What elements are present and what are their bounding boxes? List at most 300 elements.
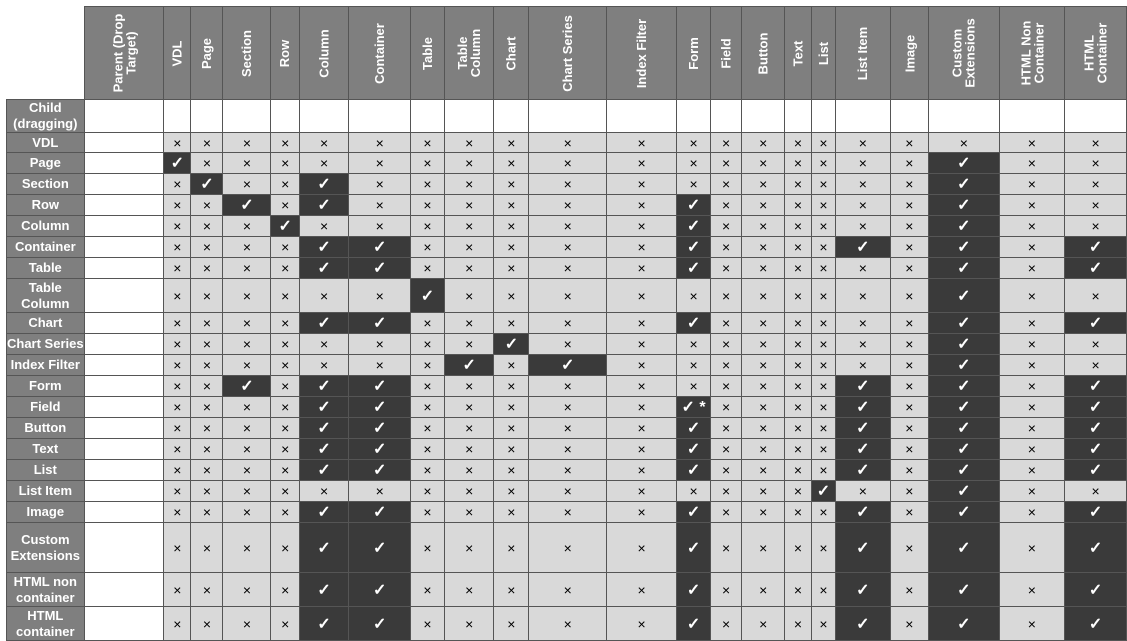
- spacer-cell: [411, 100, 445, 133]
- row-header-row: Row: [7, 195, 85, 216]
- allowed-check-icon: ✓: [836, 502, 890, 523]
- allowed-check-icon: ✓: [836, 418, 890, 439]
- parent-column-blank: [84, 279, 164, 313]
- allowed-check-icon: ✓: [223, 376, 271, 397]
- parent-column-blank: [84, 460, 164, 481]
- not-allowed-x-icon: ×: [999, 355, 1065, 376]
- not-allowed-x-icon: ×: [349, 279, 411, 313]
- not-allowed-x-icon: ×: [710, 607, 741, 641]
- spacer-cell: [271, 100, 299, 133]
- not-allowed-x-icon: ×: [999, 481, 1065, 502]
- column-header-column: [299, 7, 348, 100]
- spacer-cell: [710, 100, 741, 133]
- not-allowed-x-icon: ×: [811, 153, 835, 174]
- row-header-table: Table: [7, 258, 85, 279]
- parent-column-blank: [84, 237, 164, 258]
- not-allowed-x-icon: ×: [164, 481, 191, 502]
- not-allowed-x-icon: ×: [606, 355, 676, 376]
- not-allowed-x-icon: ×: [271, 313, 299, 334]
- not-allowed-x-icon: ×: [223, 153, 271, 174]
- header-row: [7, 7, 1127, 100]
- not-allowed-x-icon: ×: [223, 481, 271, 502]
- column-header-row: [271, 7, 299, 100]
- not-allowed-x-icon: ×: [445, 216, 494, 237]
- not-allowed-x-icon: ×: [529, 502, 607, 523]
- not-allowed-x-icon: ×: [890, 174, 929, 195]
- allowed-check-icon: ✓: [929, 397, 999, 418]
- table-row: [7, 418, 1127, 439]
- allowed-check-icon: ✓: [929, 279, 999, 313]
- not-allowed-x-icon: ×: [445, 523, 494, 573]
- table-row: [7, 174, 1127, 195]
- not-allowed-x-icon: ×: [785, 573, 812, 607]
- column-header-parent-drop-target: [84, 7, 164, 100]
- column-header-table-column: [445, 7, 494, 100]
- allowed-check-icon: ✓: [1065, 439, 1127, 460]
- not-allowed-x-icon: ×: [890, 439, 929, 460]
- not-allowed-x-icon: ×: [890, 153, 929, 174]
- row-header-custom-extensions: Custom Extensions: [7, 523, 85, 573]
- not-allowed-x-icon: ×: [999, 607, 1065, 641]
- not-allowed-x-icon: ×: [999, 573, 1065, 607]
- not-allowed-x-icon: ×: [836, 216, 890, 237]
- parent-column-blank: [84, 573, 164, 607]
- spacer-cell: [929, 100, 999, 133]
- not-allowed-x-icon: ×: [890, 376, 929, 397]
- not-allowed-x-icon: ×: [811, 376, 835, 397]
- not-allowed-x-icon: ×: [999, 153, 1065, 174]
- not-allowed-x-icon: ×: [271, 279, 299, 313]
- not-allowed-x-icon: ×: [411, 523, 445, 573]
- not-allowed-x-icon: ×: [411, 573, 445, 607]
- allowed-check-icon: ✓: [1065, 502, 1127, 523]
- not-allowed-x-icon: ×: [445, 607, 494, 641]
- not-allowed-x-icon: ×: [494, 279, 529, 313]
- allowed-check-icon: ✓: [1065, 460, 1127, 481]
- not-allowed-x-icon: ×: [164, 313, 191, 334]
- row-header-section: Section: [7, 174, 85, 195]
- not-allowed-x-icon: ×: [349, 481, 411, 502]
- not-allowed-x-icon: ×: [445, 376, 494, 397]
- parent-column-blank: [84, 523, 164, 573]
- allowed-check-icon: ✓: [1065, 376, 1127, 397]
- not-allowed-x-icon: ×: [164, 607, 191, 641]
- not-allowed-x-icon: ×: [494, 237, 529, 258]
- not-allowed-x-icon: ×: [411, 607, 445, 641]
- not-allowed-x-icon: ×: [191, 237, 223, 258]
- not-allowed-x-icon: ×: [710, 502, 741, 523]
- not-allowed-x-icon: ×: [606, 418, 676, 439]
- not-allowed-x-icon: ×: [677, 279, 711, 313]
- not-allowed-x-icon: ×: [742, 153, 785, 174]
- column-header-button: [742, 7, 785, 100]
- not-allowed-x-icon: ×: [710, 481, 741, 502]
- allowed-check-icon: ✓: [349, 397, 411, 418]
- corner-blank: [7, 7, 85, 100]
- not-allowed-x-icon: ×: [742, 376, 785, 397]
- allowed-check-icon: ✓: [1065, 418, 1127, 439]
- not-allowed-x-icon: ×: [191, 153, 223, 174]
- row-header-chart-series: Chart Series: [7, 334, 85, 355]
- allowed-check-icon: ✓: [929, 334, 999, 355]
- allowed-check-icon: ✓: [349, 439, 411, 460]
- not-allowed-x-icon: ×: [742, 418, 785, 439]
- not-allowed-x-icon: ×: [1065, 195, 1127, 216]
- not-allowed-x-icon: ×: [742, 573, 785, 607]
- not-allowed-x-icon: ×: [999, 502, 1065, 523]
- column-header-label: Form: [686, 36, 702, 70]
- not-allowed-x-icon: ×: [411, 153, 445, 174]
- not-allowed-x-icon: ×: [742, 355, 785, 376]
- not-allowed-x-icon: ×: [223, 573, 271, 607]
- not-allowed-x-icon: ×: [606, 460, 676, 481]
- not-allowed-x-icon: ×: [271, 502, 299, 523]
- not-allowed-x-icon: ×: [164, 397, 191, 418]
- not-allowed-x-icon: ×: [411, 397, 445, 418]
- not-allowed-x-icon: ×: [1065, 174, 1127, 195]
- allowed-check-icon: ✓: [836, 397, 890, 418]
- allowed-check-icon: ✓: [1065, 523, 1127, 573]
- row-header-container: Container: [7, 237, 85, 258]
- not-allowed-x-icon: ×: [836, 195, 890, 216]
- not-allowed-x-icon: ×: [742, 258, 785, 279]
- row-header-field: Field: [7, 397, 85, 418]
- not-allowed-x-icon: ×: [445, 174, 494, 195]
- table-row: [7, 376, 1127, 397]
- allowed-check-icon: ✓: [299, 195, 348, 216]
- not-allowed-x-icon: ×: [494, 216, 529, 237]
- allowed-check-icon: ✓: [836, 376, 890, 397]
- not-allowed-x-icon: ×: [223, 334, 271, 355]
- not-allowed-x-icon: ×: [785, 397, 812, 418]
- allowed-check-icon: ✓: [677, 237, 711, 258]
- not-allowed-x-icon: ×: [929, 133, 999, 153]
- not-allowed-x-icon: ×: [1065, 279, 1127, 313]
- not-allowed-x-icon: ×: [191, 279, 223, 313]
- not-allowed-x-icon: ×: [890, 334, 929, 355]
- parent-column-blank: [84, 195, 164, 216]
- not-allowed-x-icon: ×: [606, 502, 676, 523]
- parent-column-blank: [84, 502, 164, 523]
- not-allowed-x-icon: ×: [164, 502, 191, 523]
- not-allowed-x-icon: ×: [710, 573, 741, 607]
- not-allowed-x-icon: ×: [606, 573, 676, 607]
- not-allowed-x-icon: ×: [191, 439, 223, 460]
- not-allowed-x-icon: ×: [529, 237, 607, 258]
- not-allowed-x-icon: ×: [710, 195, 741, 216]
- not-allowed-x-icon: ×: [271, 439, 299, 460]
- allowed-check-icon: ✓: [445, 355, 494, 376]
- not-allowed-x-icon: ×: [529, 334, 607, 355]
- not-allowed-x-icon: ×: [999, 195, 1065, 216]
- column-header-label: Index Filter: [634, 18, 650, 88]
- table-row: [7, 153, 1127, 174]
- table-row: [7, 460, 1127, 481]
- table-row: [7, 133, 1127, 153]
- allowed-check-icon: ✓: [349, 573, 411, 607]
- not-allowed-x-icon: ×: [811, 279, 835, 313]
- not-allowed-x-icon: ×: [606, 397, 676, 418]
- not-allowed-x-icon: ×: [742, 523, 785, 573]
- row-header-vdl: VDL: [7, 133, 85, 153]
- not-allowed-x-icon: ×: [811, 216, 835, 237]
- not-allowed-x-icon: ×: [529, 523, 607, 573]
- not-allowed-x-icon: ×: [710, 418, 741, 439]
- not-allowed-x-icon: ×: [606, 153, 676, 174]
- row-header-form: Form: [7, 376, 85, 397]
- not-allowed-x-icon: ×: [223, 607, 271, 641]
- not-allowed-x-icon: ×: [164, 279, 191, 313]
- not-allowed-x-icon: ×: [606, 174, 676, 195]
- not-allowed-x-icon: ×: [223, 523, 271, 573]
- column-header-table: [411, 7, 445, 100]
- allowed-check-icon: ✓: [299, 397, 348, 418]
- column-header-field: [710, 7, 741, 100]
- row-header-html-non-container: HTML non container: [7, 573, 85, 607]
- allowed-check-icon: ✓: [811, 481, 835, 502]
- not-allowed-x-icon: ×: [785, 418, 812, 439]
- column-header-form: [677, 7, 711, 100]
- not-allowed-x-icon: ×: [271, 334, 299, 355]
- not-allowed-x-icon: ×: [999, 237, 1065, 258]
- not-allowed-x-icon: ×: [299, 481, 348, 502]
- table-row: [7, 258, 1127, 279]
- not-allowed-x-icon: ×: [164, 334, 191, 355]
- not-allowed-x-icon: ×: [529, 174, 607, 195]
- allowed-check-icon: ✓: [349, 460, 411, 481]
- child-header-row: [7, 100, 1127, 133]
- not-allowed-x-icon: ×: [785, 216, 812, 237]
- allowed-check-icon: ✓: [349, 258, 411, 279]
- not-allowed-x-icon: ×: [811, 237, 835, 258]
- not-allowed-x-icon: ×: [164, 460, 191, 481]
- not-allowed-x-icon: ×: [223, 237, 271, 258]
- allowed-check-icon: ✓: [677, 418, 711, 439]
- not-allowed-x-icon: ×: [742, 502, 785, 523]
- not-allowed-x-icon: ×: [445, 195, 494, 216]
- not-allowed-x-icon: ×: [677, 355, 711, 376]
- not-allowed-x-icon: ×: [710, 174, 741, 195]
- not-allowed-x-icon: ×: [890, 460, 929, 481]
- allowed-check-icon: ✓: [836, 237, 890, 258]
- not-allowed-x-icon: ×: [677, 334, 711, 355]
- not-allowed-x-icon: ×: [529, 607, 607, 641]
- not-allowed-x-icon: ×: [494, 258, 529, 279]
- not-allowed-x-icon: ×: [445, 439, 494, 460]
- not-allowed-x-icon: ×: [811, 397, 835, 418]
- not-allowed-x-icon: ×: [494, 153, 529, 174]
- not-allowed-x-icon: ×: [164, 174, 191, 195]
- column-header-label: Page: [199, 37, 215, 69]
- table-row: [7, 573, 1127, 607]
- allowed-check-icon: ✓: [836, 607, 890, 641]
- not-allowed-x-icon: ×: [785, 258, 812, 279]
- not-allowed-x-icon: ×: [785, 355, 812, 376]
- not-allowed-x-icon: ×: [164, 376, 191, 397]
- not-allowed-x-icon: ×: [606, 523, 676, 573]
- not-allowed-x-icon: ×: [999, 313, 1065, 334]
- column-header-index-filter: [606, 7, 676, 100]
- not-allowed-x-icon: ×: [785, 313, 812, 334]
- not-allowed-x-icon: ×: [349, 133, 411, 153]
- not-allowed-x-icon: ×: [785, 153, 812, 174]
- table-row: [7, 216, 1127, 237]
- not-allowed-x-icon: ×: [606, 216, 676, 237]
- not-allowed-x-icon: ×: [164, 195, 191, 216]
- table-row: [7, 237, 1127, 258]
- not-allowed-x-icon: ×: [191, 334, 223, 355]
- row-header-page: Page: [7, 153, 85, 174]
- not-allowed-x-icon: ×: [191, 376, 223, 397]
- not-allowed-x-icon: ×: [710, 279, 741, 313]
- not-allowed-x-icon: ×: [742, 237, 785, 258]
- not-allowed-x-icon: ×: [164, 523, 191, 573]
- spacer-cell: [811, 100, 835, 133]
- not-allowed-x-icon: ×: [836, 258, 890, 279]
- parent-column-blank: [84, 334, 164, 355]
- spacer-cell: [223, 100, 271, 133]
- allowed-check-icon: ✓: [929, 502, 999, 523]
- not-allowed-x-icon: ×: [811, 313, 835, 334]
- not-allowed-x-icon: ×: [494, 460, 529, 481]
- not-allowed-x-icon: ×: [529, 279, 607, 313]
- allowed-check-icon: ✓: [411, 279, 445, 313]
- not-allowed-x-icon: ×: [411, 237, 445, 258]
- row-header-html-container: HTML container: [7, 607, 85, 641]
- allowed-check-icon: ✓: [836, 523, 890, 573]
- spacer-cell: [445, 100, 494, 133]
- not-allowed-x-icon: ×: [494, 523, 529, 573]
- not-allowed-x-icon: ×: [529, 418, 607, 439]
- not-allowed-x-icon: ×: [271, 607, 299, 641]
- allowed-check-icon: ✓: [677, 573, 711, 607]
- not-allowed-x-icon: ×: [494, 418, 529, 439]
- not-allowed-x-icon: ×: [164, 418, 191, 439]
- allowed-check-icon: ✓: [1065, 258, 1127, 279]
- allowed-check-icon: ✓: [1065, 573, 1127, 607]
- not-allowed-x-icon: ×: [890, 216, 929, 237]
- not-allowed-x-icon: ×: [411, 313, 445, 334]
- allowed-check-icon: ✓: [929, 258, 999, 279]
- not-allowed-x-icon: ×: [890, 523, 929, 573]
- not-allowed-x-icon: ×: [811, 573, 835, 607]
- not-allowed-x-icon: ×: [529, 195, 607, 216]
- allowed-check-icon: ✓: [677, 523, 711, 573]
- allowed-check-icon: ✓: [299, 376, 348, 397]
- allowed-check-icon: ✓: [299, 418, 348, 439]
- matrix-body: [7, 100, 1127, 641]
- not-allowed-x-icon: ×: [445, 313, 494, 334]
- parent-column-blank: [84, 397, 164, 418]
- parent-column-blank: [84, 418, 164, 439]
- row-header-list-item: List Item: [7, 481, 85, 502]
- not-allowed-x-icon: ×: [494, 133, 529, 153]
- spacer-cell: [836, 100, 890, 133]
- not-allowed-x-icon: ×: [529, 481, 607, 502]
- allowed-check-icon: ✓: [836, 573, 890, 607]
- not-allowed-x-icon: ×: [223, 216, 271, 237]
- allowed-check-icon: ✓: [349, 237, 411, 258]
- not-allowed-x-icon: ×: [494, 195, 529, 216]
- not-allowed-x-icon: ×: [836, 355, 890, 376]
- not-allowed-x-icon: ×: [411, 258, 445, 279]
- column-header-label: Image: [901, 34, 917, 72]
- not-allowed-x-icon: ×: [529, 216, 607, 237]
- allowed-check-icon: ✓: [836, 439, 890, 460]
- not-allowed-x-icon: ×: [191, 216, 223, 237]
- not-allowed-x-icon: ×: [445, 133, 494, 153]
- not-allowed-x-icon: ×: [445, 153, 494, 174]
- not-allowed-x-icon: ×: [445, 397, 494, 418]
- not-allowed-x-icon: ×: [191, 313, 223, 334]
- not-allowed-x-icon: ×: [677, 153, 711, 174]
- column-header-chart: [494, 7, 529, 100]
- not-allowed-x-icon: ×: [677, 376, 711, 397]
- not-allowed-x-icon: ×: [445, 418, 494, 439]
- not-allowed-x-icon: ×: [164, 237, 191, 258]
- not-allowed-x-icon: ×: [529, 313, 607, 334]
- not-allowed-x-icon: ×: [999, 460, 1065, 481]
- not-allowed-x-icon: ×: [1065, 334, 1127, 355]
- column-header-label: HTML Non Container: [1017, 20, 1046, 85]
- spacer-cell: [494, 100, 529, 133]
- not-allowed-x-icon: ×: [494, 607, 529, 641]
- not-allowed-x-icon: ×: [494, 439, 529, 460]
- not-allowed-x-icon: ×: [271, 195, 299, 216]
- row-header-image: Image: [7, 502, 85, 523]
- allowed-check-icon: ✓: [677, 460, 711, 481]
- not-allowed-x-icon: ×: [271, 258, 299, 279]
- not-allowed-x-icon: ×: [710, 237, 741, 258]
- not-allowed-x-icon: ×: [529, 573, 607, 607]
- not-allowed-x-icon: ×: [811, 439, 835, 460]
- row-header-column: Column: [7, 216, 85, 237]
- table-row: [7, 607, 1127, 641]
- column-header-list-item: [836, 7, 890, 100]
- not-allowed-x-icon: ×: [811, 174, 835, 195]
- not-allowed-x-icon: ×: [299, 153, 348, 174]
- not-allowed-x-icon: ×: [191, 502, 223, 523]
- spacer-cell: [299, 100, 348, 133]
- parent-column-blank: [84, 313, 164, 334]
- not-allowed-x-icon: ×: [191, 481, 223, 502]
- allowed-check-icon: ✓: [299, 439, 348, 460]
- not-allowed-x-icon: ×: [271, 174, 299, 195]
- not-allowed-x-icon: ×: [999, 397, 1065, 418]
- not-allowed-x-icon: ×: [710, 523, 741, 573]
- not-allowed-x-icon: ×: [710, 376, 741, 397]
- allowed-check-icon: ✓: [677, 439, 711, 460]
- spacer-cell: [890, 100, 929, 133]
- spacer-cell: [606, 100, 676, 133]
- allowed-check-icon: ✓: [1065, 397, 1127, 418]
- parent-column-blank: [84, 481, 164, 502]
- not-allowed-x-icon: ×: [606, 133, 676, 153]
- not-allowed-x-icon: ×: [223, 418, 271, 439]
- column-header-label: VDL: [169, 40, 185, 66]
- not-allowed-x-icon: ×: [494, 355, 529, 376]
- column-header-image: [890, 7, 929, 100]
- allowed-check-icon: ✓: [929, 355, 999, 376]
- column-header-list: [811, 7, 835, 100]
- allowed-check-icon: ✓: [299, 313, 348, 334]
- not-allowed-x-icon: ×: [742, 481, 785, 502]
- not-allowed-x-icon: ×: [710, 460, 741, 481]
- not-allowed-x-icon: ×: [890, 279, 929, 313]
- column-header-label: Custom Extensions: [949, 17, 978, 88]
- not-allowed-x-icon: ×: [999, 279, 1065, 313]
- allowed-check-icon: ✓: [929, 607, 999, 641]
